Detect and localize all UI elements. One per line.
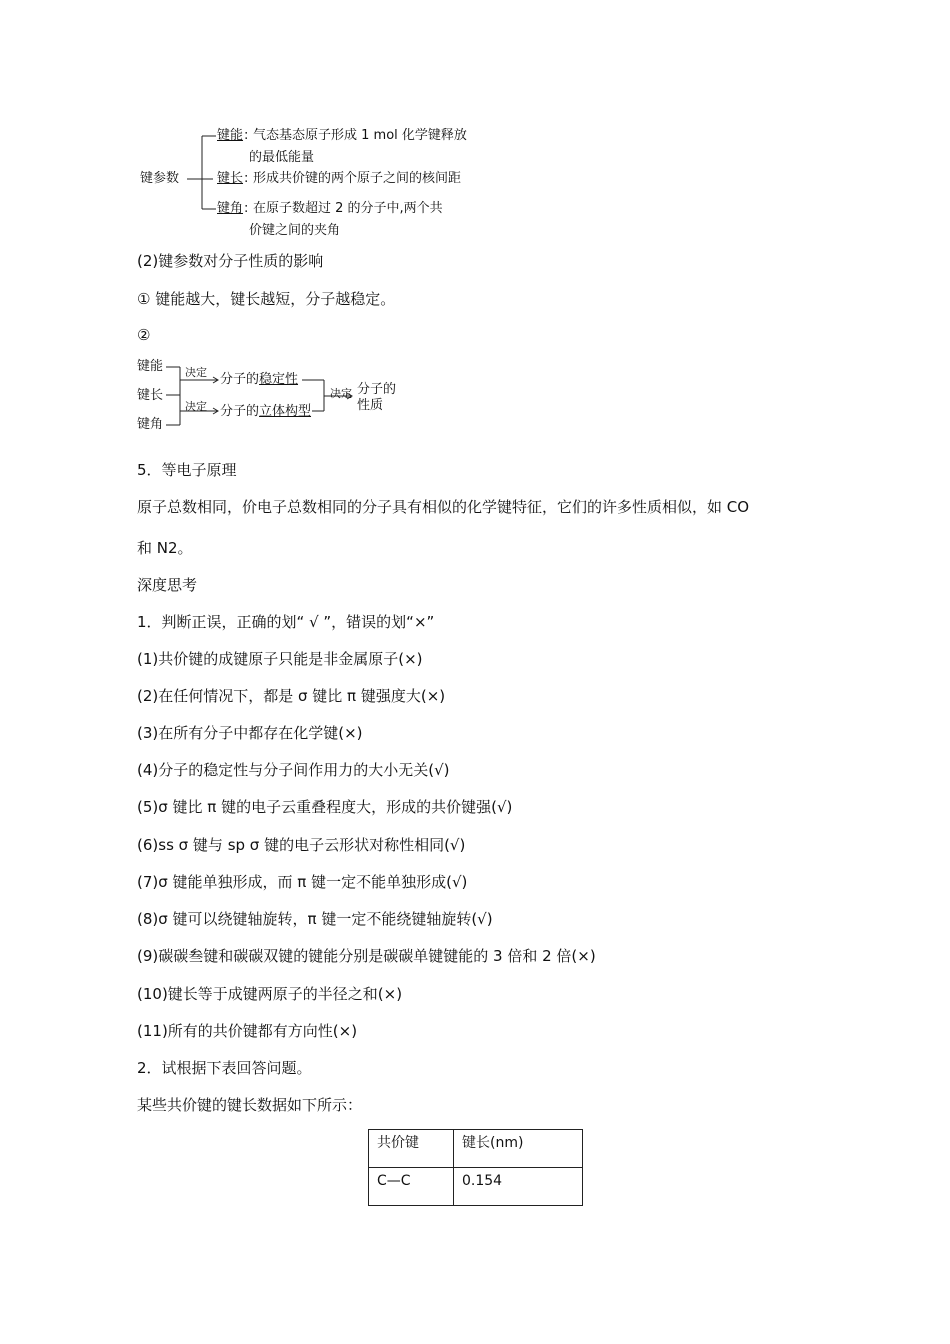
bond-angle-sep: : [244,201,249,216]
statement-2: (2)在任何情况下，都是 σ 键比 π 键强度大(×) [137,687,446,705]
table-header-row [369,1130,583,1168]
question-2-intro: 某些共价键的键长数据如下所示： [137,1096,363,1114]
mid-stability [220,372,298,388]
bond-energy-sep: : [244,128,249,143]
mid-stability-word: 稳定性 [259,372,299,387]
table-cell: C—C [369,1168,454,1206]
statement-9: (9)碳碳叁键和碳碳双键的键能分别是碳碳单键键能的 3 倍和 2 倍(×) [137,947,596,965]
table-row [369,1168,583,1206]
decide-label-2: 决定 [185,400,207,413]
bond-energy-def-line1: 气态基态原子形成 1 mol 化学键释放 [253,128,467,143]
final-properties-line2: 性质 [357,398,384,413]
section-2-title: (2)键参数对分子性质的影响 [137,252,324,270]
bond-angle-def-line2: 价键之间的夹角 [249,223,341,238]
statement-1: (1)共价键的成键原子只能是非金属原子(×) [137,650,423,668]
input-bond-energy: 键能 [137,359,164,374]
statement-11: (11)所有的共价键都有方向性(×) [137,1022,358,1040]
statement-7: (7)σ 键能单独形成，而 π 键一定不能单独形成(√) [137,873,468,891]
bond-parameter-root: 键参数 [140,171,180,186]
table-header-cell: 共价键 [369,1130,454,1168]
point-1: ① 键能越大，键长越短，分子越稳定。 [137,290,396,308]
mid-structure [220,404,311,420]
statement-8: (8)σ 键可以绕键轴旋转，π 键一定不能绕键轴旋转(√) [137,910,493,928]
question-1-title: 1．判断正误，正确的划“ √ ”，错误的划“×” [137,613,435,631]
bond-angle-term: 键角 [217,201,244,216]
point-2-marker: ② [137,326,151,344]
section-5-body-line2: 和 N2。 [137,539,193,557]
statement-5: (5)σ 键比 π 键的电子云重叠程度大，形成的共价键强(√) [137,798,513,816]
section-5-body-line1: 原子总数相同，价电子总数相同的分子具有相似的化学键特征，它们的许多性质相似，如 CO [137,498,750,516]
deep-think-heading: 深度思考 [137,576,198,594]
section-5-title: 5．等电子原理 [137,461,237,479]
statement-3: (3)在所有分子中都存在化学键(×) [137,724,363,742]
bond-length-sep: : [244,171,249,186]
bond-angle-def-line1: 在原子数超过 2 的分子中,两个共 [253,201,443,216]
statement-6: (6)ss σ 键与 sp σ 键的电子云形状对称性相同(√) [137,836,466,854]
bond-energy-term: 键能 [217,128,244,143]
bond-length-def: 形成共价键的两个原子之间的核间距 [253,171,462,186]
question-2-title: 2．试根据下表回答问题。 [137,1059,312,1077]
final-properties-line1: 分子的 [357,382,397,397]
decide-label-1: 决定 [185,366,207,379]
mid-structure-prefix: 分子的 [220,404,260,419]
input-bond-angle: 键角 [137,417,164,432]
mid-structure-word: 立体构型 [259,404,312,419]
mid-stability-prefix: 分子的 [220,372,260,387]
statement-4: (4)分子的稳定性与分子间作用力的大小无关(√) [137,761,450,779]
decide-label-3: 决定 [330,387,352,400]
table-cell: 0.154 [454,1168,583,1206]
statement-10: (10)键长等于成键两原子的半径之和(×) [137,985,403,1003]
input-bond-length: 键长 [137,388,164,403]
bond-length-term: 键长 [217,171,244,186]
bond-length-table [368,1129,583,1206]
bond-energy-def-line2: 的最低能量 [249,150,315,165]
table-header-cell: 键长(nm) [454,1130,583,1168]
